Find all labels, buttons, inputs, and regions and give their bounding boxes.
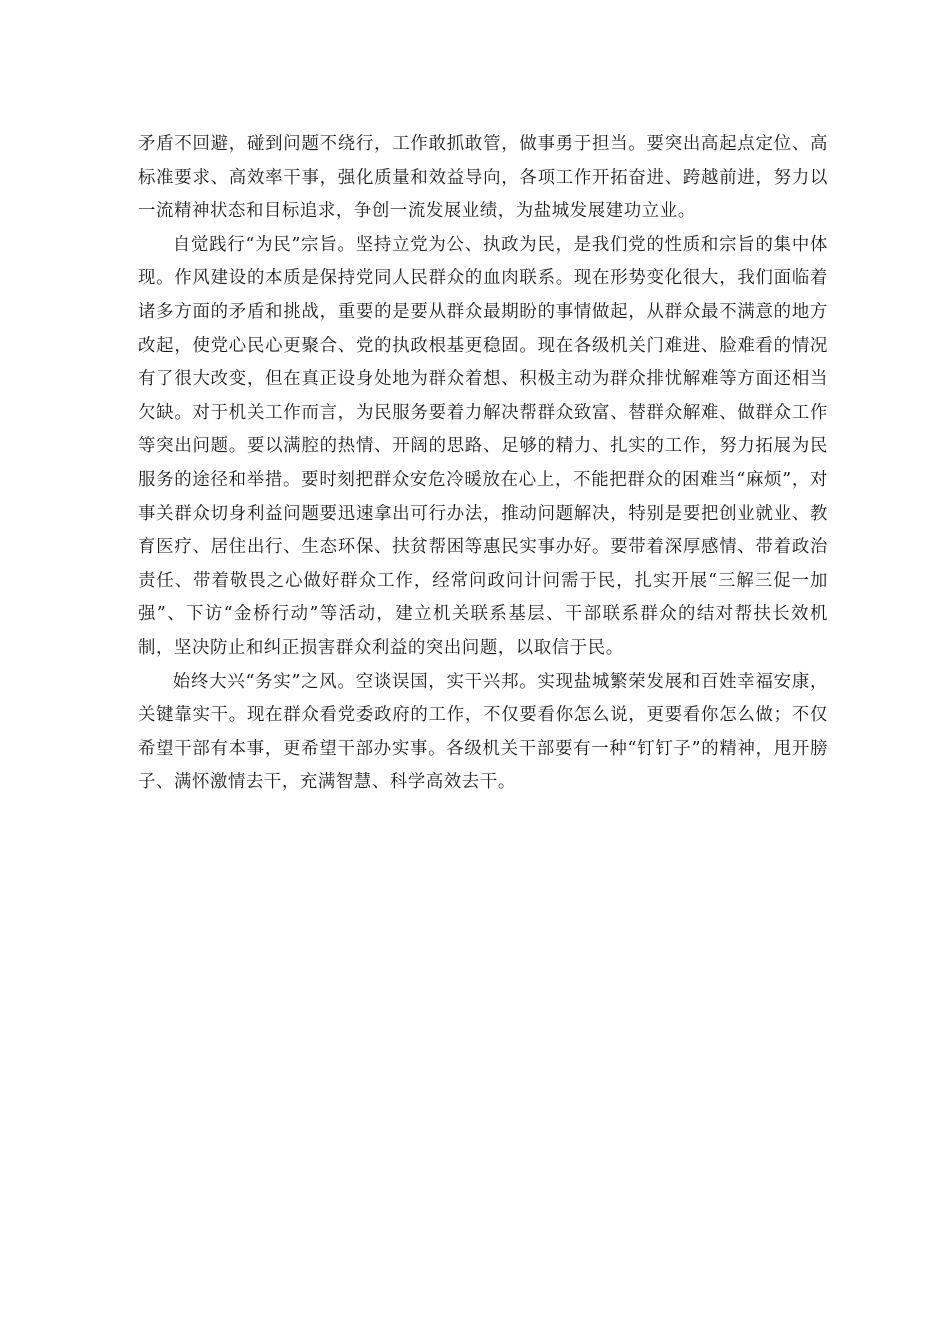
document-body (138, 128, 828, 800)
paragraph-continuation: 矛盾不回避，碰到问题不绕行，工作敢抓敢管，做事勇于担当。要突出高起点定位、高标准要求、高效率干事，强化质量和效益导向，各项工作开拓奋进、跨越前进，努力以一流精神状态和目标追求，争创一流发展业绩，为盐城发展建功立业。 (138, 134, 828, 222)
paragraph-serve-the-people: 自觉践行“为民”宗旨。坚持立党为公、执政为民，是我们党的性质和宗旨的集中体现。作风建设的本质是保持党同人民群众的血肉联系。现在形势变化很大，我们面临着诸多方面的矛盾和挑战，重要的是要从群众最期盼的事情做起，从群众最不满意的地方改起，使党心民心更聚合、党的执政根基更稳固。现在各级机关门难进、脸难看的情况有了很大改变，但在真正设身处地为群众着想、积极主动为群众排忧解难等方面还相当欠缺。对于机关工作而言，为民服务要着力解决帮群众致富、替群众解难、做群众工作等突出问题。要以满腔的热情、开阔的思路、足够的精力、扎实的工作，努力拓展为民服务的途径和举措。要时刻把群众安危冷暖放在心上，不能把群众的困难当“麻烦”，对事关群众切身利益问题要迅速拿出可行办法，推动问题解决，特别是要把创业就业、教育医疗、居住出行、生态环保、扶贫帮困等惠民实事办好。要带着深厚感情、带着政治责任、带着敬畏之心做好群众工作，经常问政问计问需于民，扎实开展“三解三促一加强”、下访“金桥行动”等活动，建立机关联系基层、干部联系群众的结对帮扶长效机制，坚决防止和纠正损害群众利益的突出问题，以取信于民。 (138, 234, 828, 658)
paragraph-practical-work: 始终大兴“务实”之风。空谈误国，实干兴邦。实现盐城繁荣发展和百姓幸福安康，关键靠实干。现在群众看党委政府的工作，不仅要看你怎么说，更要看你怎么做；不仅希望干部有本事，更希望干部办实事。各级机关干部要有一种“钉钉子”的精神，甩开膀子、满怀激情去干，充满智慧、科学高效去干。 (138, 671, 828, 793)
